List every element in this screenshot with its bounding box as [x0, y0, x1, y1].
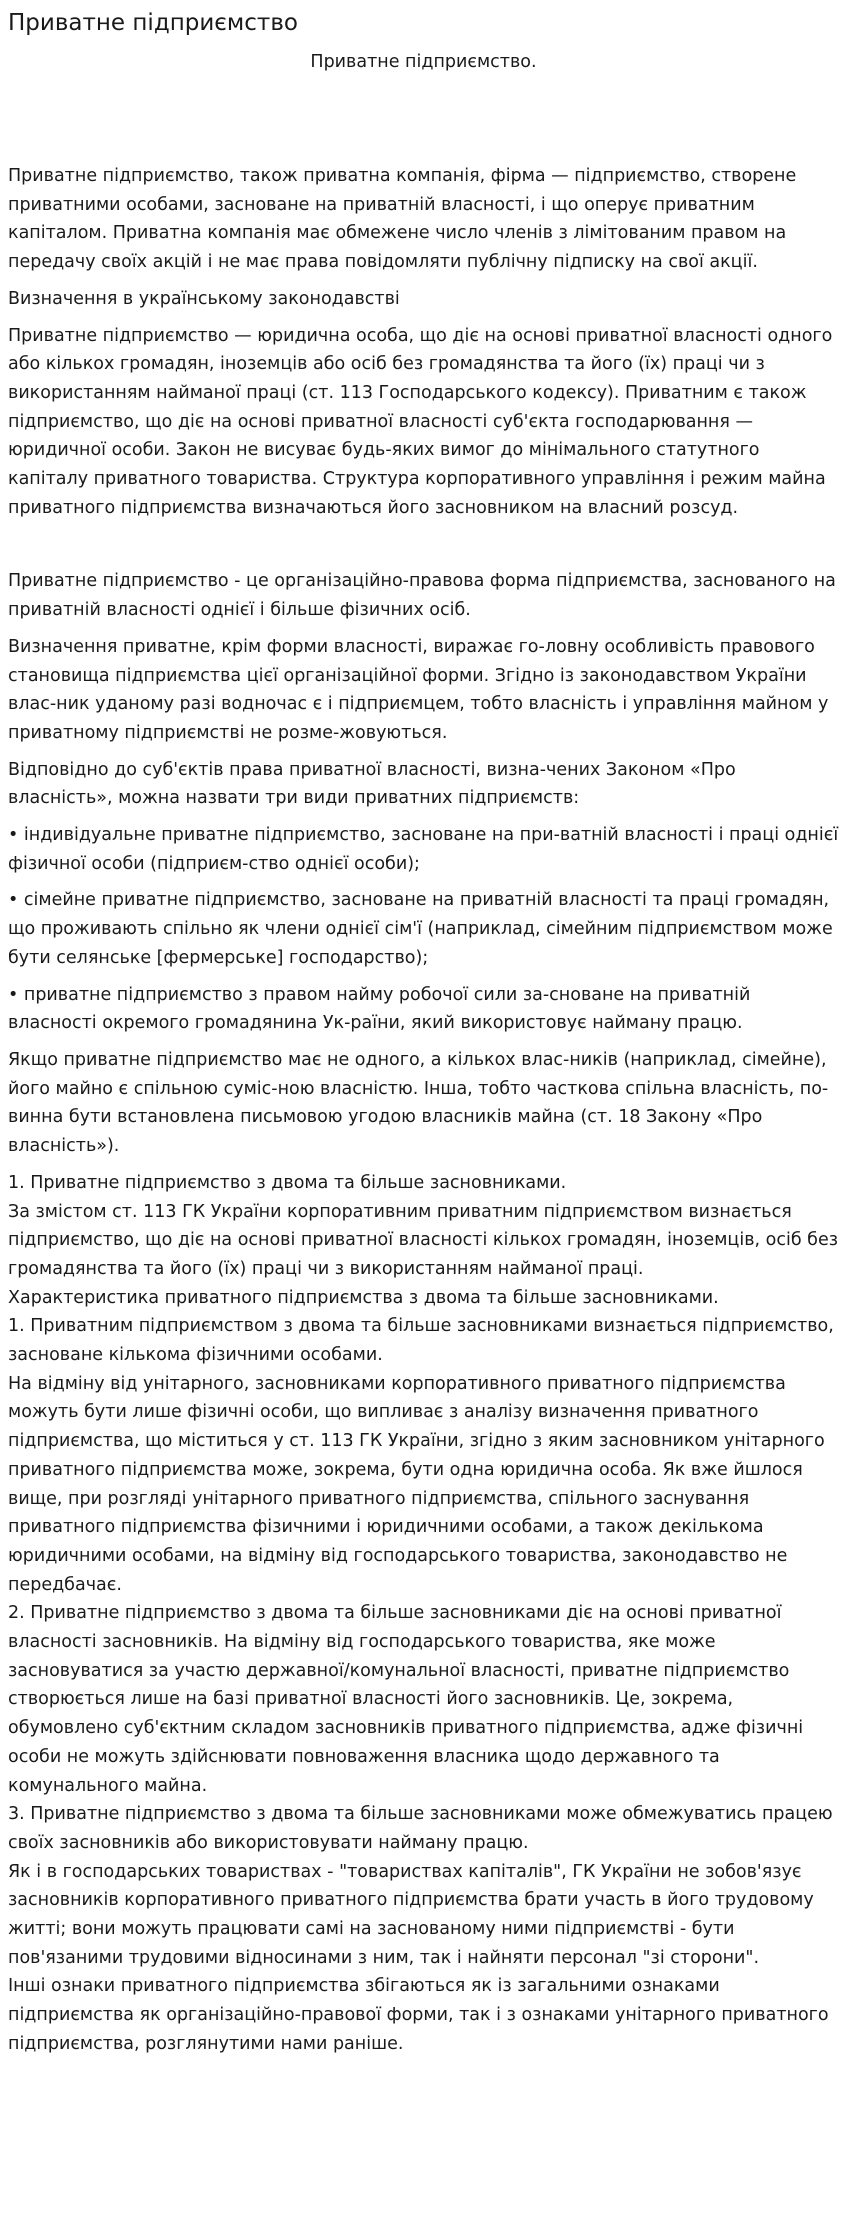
paragraph-joint-ownership: Якщо приватне підприємство має не одного, а кількох влас-ників (наприклад, сімейне), його майно є спільною суміс-ною власністю. Інша, тобто часткова спільна власність, по-винна бути встановлена письмовою угодою власників майна (ст. 18 Закону «Про власність»). [8, 1049, 829, 1157]
line-9: Інші ознаки приватного підприємства збігаються як із загальними ознаками підприємства як організаційно-правової форми, так і з ознаками унітарного приватного підприємства, розглянутими нами раніше. [8, 1976, 829, 2054]
top-spacer [8, 76, 839, 162]
bullet-individual: • індивідуальне приватне підприємство, засноване на при-ватній власності і праці однієї фізичної особи (підприєм-ство однієї особи); [8, 825, 839, 874]
line-7: 3. Приватне підприємство з двома та більше засновниками може обмежуватись працею своїх засновників або використовувати найману працю. [8, 1804, 833, 1853]
final-section [8, 1169, 839, 2059]
line-2: За змістом ст. 113 ГК України корпоративним приватним підприємством визнається підприємство, що діє на основі приватної власності кількох громадян, іноземців, осіб без громадянства та його (їх) праці чи з використанням найманої праці. [8, 1201, 839, 1279]
bullet-hired-labor: • приватне підприємство з правом найму робочої сили за-сноване на приватній власності окремого громадянина Ук-раїни, який використовує найману працю. [8, 984, 751, 1034]
definition-paragraph: Приватне підприємство — юридична особа, що діє на основі приватної власності одного або кількох громадян, іноземців або осіб без громадянства та його (їх) праці чи з використанням найманої праці (ст. 113 Господарського кодексу). Приватним є також підприємство, що діє на основі приватної власності суб'єкта господарювання — юридичної особи. Закон не висуває будь-яких вимог до мінімального статутного капіталу приватного товариства. Структура корпоративного управління і режим майна приватного підприємства визначаються його засновником на власний розсуд. [8, 325, 833, 518]
line-6: 2. Приватне підприємство з двома та більше засновниками діє на основі приватної власності засновників. На відміну від господарського товариства, яке може засновуватися за участю державної/комунальної власності, приватне підприємство створюється лише на базі приватної власності його засновників. Це, зокрема, обумовлено суб'єктним складом засновників приватного підприємства, адже фізичні особи не можуть здійснювати повноваження власника щодо державного та комунального майна. [8, 1603, 804, 1796]
line-3: Характеристика приватного підприємства з двома та більше засновниками. [8, 1287, 719, 1308]
section-gap [8, 530, 839, 567]
paragraph-1: Приватне підприємство - це організаційно-правова форма підприємства, заснованого на приватній власності однієї і більше фізичних осіб. [8, 571, 836, 621]
page-title: Приватне підприємство [8, 10, 298, 36]
line-4: 1. Приватним підприємством з двома та більше засновниками визнається підприємство, засноване кількома фізичними особами. [8, 1316, 834, 1366]
paragraph-2: Визначення приватне, крім форми власності, виражає го-ловну особливість правового становища підприємства цієї організаційної форми. Згідно із законодавством України влас-ник уданому разі водночас є і підприємцем, тобто власність і управління майном у приватному підприємстві не розме-жовуються. [8, 636, 829, 743]
bullet-family: • сімейне приватне підприємство, засноване на приватній власності та праці громадян, що проживають спільно як члени однієї сім'ї (наприклад, сімейним підприємством може бути селянське [фермерське] господарство); [8, 890, 833, 968]
line-5: На відміну від унітарного, засновниками корпоративного приватного підприємства можуть бути лише фізичні особи, що випливає з аналізу визначення приватного підприємства, що міститься у ст. 113 ГК України, згідно з яким засновником унітарного приватного підприємства може, зокрема, бути одна юридична особа. Як вже йшлося вище, при розгляді унітарного приватного підприємства, спільного заснування приватного підприємства фізичними і юридичними особами, а також декількома юридичними особами, на відміну від господарського товариства, законодавство не передбачає. [8, 1373, 825, 1595]
line-8: Як і в господарських товариствах - "товариствах капіталів", ГК України не зобов'язує засновників корпоративного приватного підприємства брати участь в його трудовому житті; вони можуть працювати самі на заснованому ними підприємстві - бути пов'язаними трудовими відносинами з ним, так і найняти персонал "зі сторони". [8, 1861, 814, 1968]
paragraph-3: Відповідно до суб'єктів права приватної власності, визна-чених Законом «Про власність», можна назвати три види приватних підприємств: [8, 759, 736, 809]
section-heading: Визначення в українському законодавстві [8, 288, 400, 309]
intro-paragraph: Приватне підприємство, також приватна компанія, фірма — підприємство, створене приватними особами, засноване на приватній власності, і що оперує приватним капіталом. Приватна компанія має обмежене число членів з лімітованим правом на передачу своїх акцій і не має права повідомляти публічну підписку на свої акції. [8, 166, 797, 273]
page-subtitle: Приватне підприємство. [310, 52, 537, 72]
line-1: 1. Приватне підприємство з двома та більше засновниками. [8, 1172, 567, 1193]
